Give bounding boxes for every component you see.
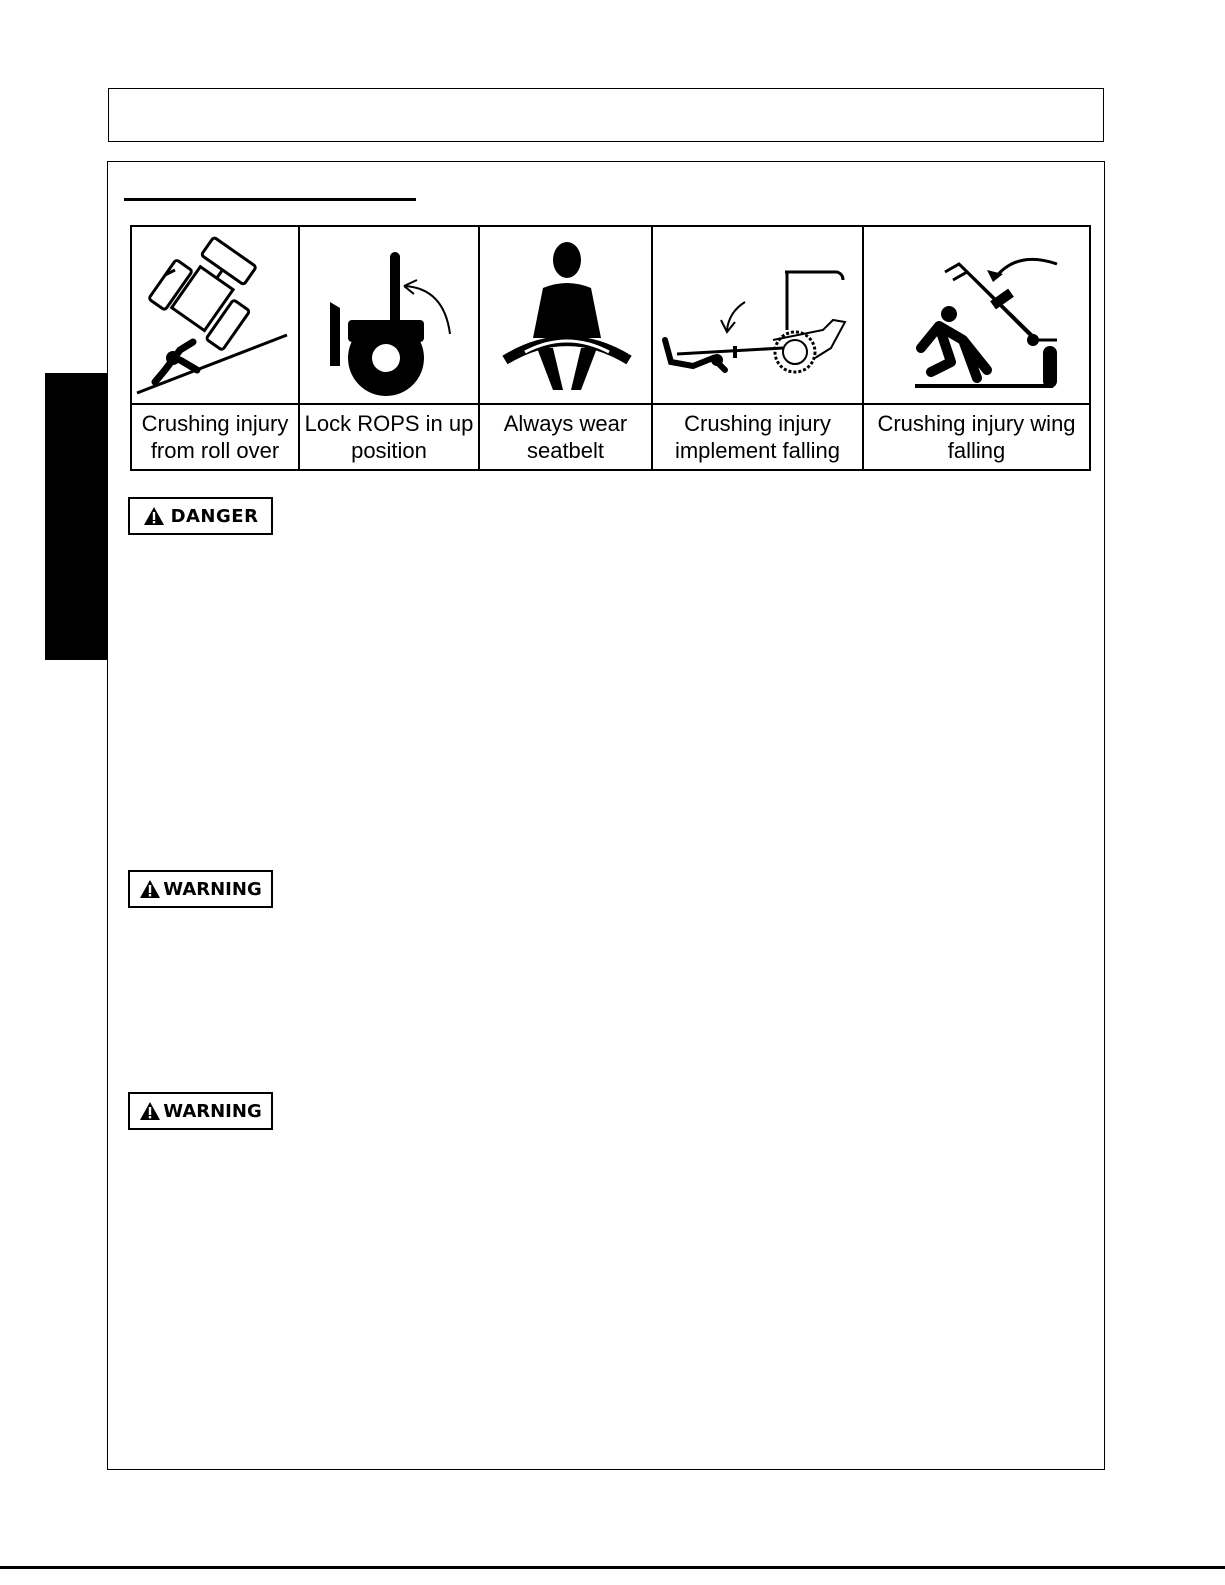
page-header-box xyxy=(108,88,1104,142)
section-heading-rule xyxy=(124,198,416,201)
warning-word: WARNING xyxy=(163,878,262,900)
implement-falling-icon xyxy=(655,230,860,400)
pictorial-cell-rollover xyxy=(131,226,299,404)
rops-lock-icon xyxy=(304,230,474,400)
caption-implement: Crushing injury implement falling xyxy=(652,404,863,470)
warning-signal-label xyxy=(128,870,273,908)
page-bottom-rule xyxy=(0,1566,1225,1569)
seatbelt-icon xyxy=(481,230,651,400)
pictorial-cell-seatbelt xyxy=(479,226,652,404)
caption-rollover: Crushing injury from roll over xyxy=(131,404,299,470)
caption-rops: Lock ROPS in up position xyxy=(299,404,479,470)
pictorial-cell-implement xyxy=(652,226,863,404)
pictorial-cell-rops xyxy=(299,226,479,404)
wing-falling-icon xyxy=(867,230,1087,400)
danger-word: DANGER xyxy=(170,505,259,527)
warning-signal-label xyxy=(128,1092,273,1130)
alert-triangle-icon xyxy=(139,879,161,899)
caption-seatbelt: Always wear seatbelt xyxy=(479,404,652,470)
alert-triangle-icon xyxy=(139,1101,161,1121)
danger-signal-label xyxy=(128,497,273,535)
section-side-tab xyxy=(45,373,107,660)
rollover-tractor-icon xyxy=(135,230,295,400)
alert-triangle-icon xyxy=(143,506,165,526)
pictorial-cell-wing xyxy=(863,226,1090,404)
caption-wing: Crushing injury wing falling xyxy=(863,404,1090,470)
safety-pictorial-table xyxy=(130,225,1091,471)
warning-word: WARNING xyxy=(163,1100,262,1122)
